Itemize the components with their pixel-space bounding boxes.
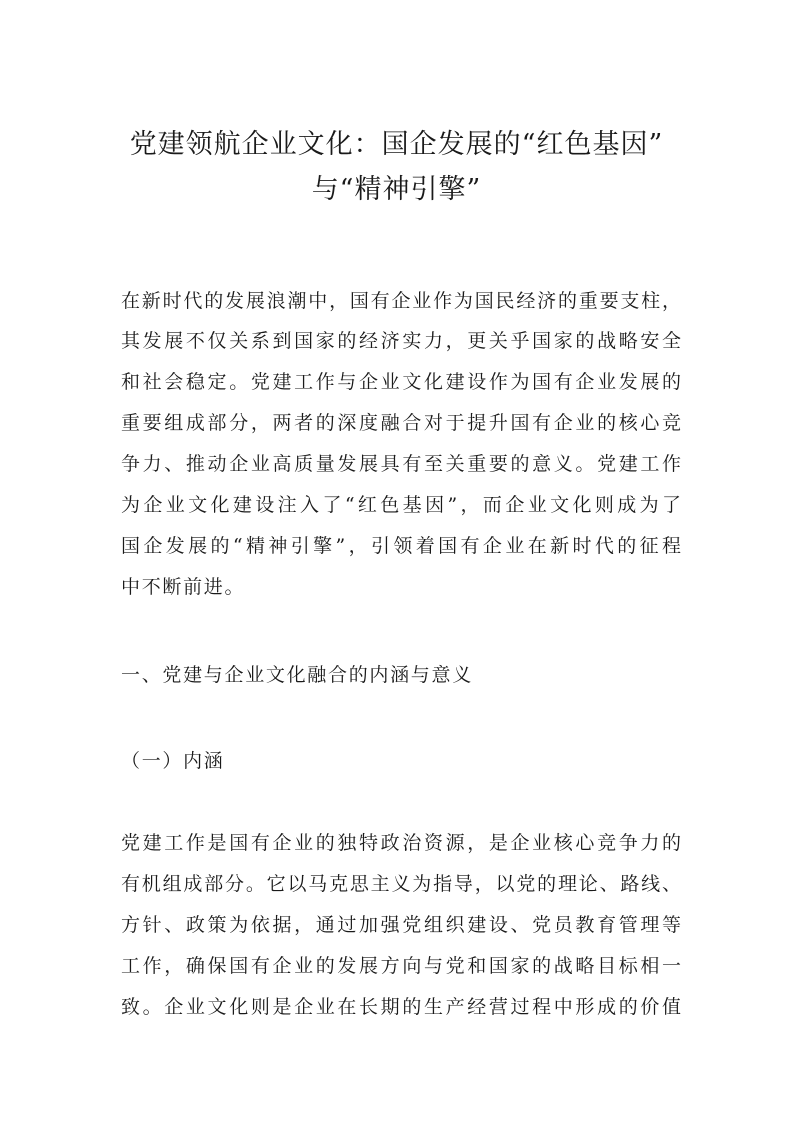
intro-paragraph-line: 中不断前进。 [121, 576, 246, 598]
section-heading: 一、党建与企业文化融合的内涵与意义 [121, 664, 473, 686]
intro-paragraph-line: 重要组成部分，两者的深度融合对于提升国有企业的核心竞 [121, 412, 681, 434]
intro-paragraph-line: 和社会稳定。党建工作与企业文化建设作为国有企业发展的 [121, 371, 681, 393]
body-paragraph-line: 党建工作是国有企业的独特政治资源，是企业核心竞争力的 [121, 832, 681, 854]
subsection-heading: （一）内涵 [121, 750, 225, 772]
body-paragraph-line: 方针、政策为依据，通过加强党组织建设、党员教育管理等 [121, 914, 681, 936]
body-paragraph-line: 有机组成部分。它以马克思主义为指导，以党的理论、路线、 [121, 873, 681, 895]
body-paragraph-line: 工作，确保国有企业的发展方向与党和国家的战略目标相一 [121, 955, 681, 977]
body-paragraph-line: 致。企业文化则是企业在长期的生产经营过程中形成的价值 [121, 996, 681, 1018]
intro-paragraph-line: 在新时代的发展浪潮中，国有企业作为国民经济的重要支柱， [121, 290, 681, 312]
intro-paragraph-line: 为企业文化建设注入了“红色基因”，而企业文化则成为了 [121, 494, 681, 516]
document-title-line-1: 党建领航企业文化：国企发展的“红色基因” [129, 129, 664, 160]
intro-paragraph-line: 争力、推动企业高质量发展具有至关重要的意义。党建工作 [121, 453, 681, 475]
intro-paragraph-line: 其发展不仅关系到国家的经济实力，更关乎国家的战略安全 [121, 330, 681, 352]
document-title-line-2: 与“精神引擎” [311, 174, 482, 205]
intro-paragraph-line: 国企发展的“精神引擎”，引领着国有企业在新时代的征程 [121, 535, 681, 557]
